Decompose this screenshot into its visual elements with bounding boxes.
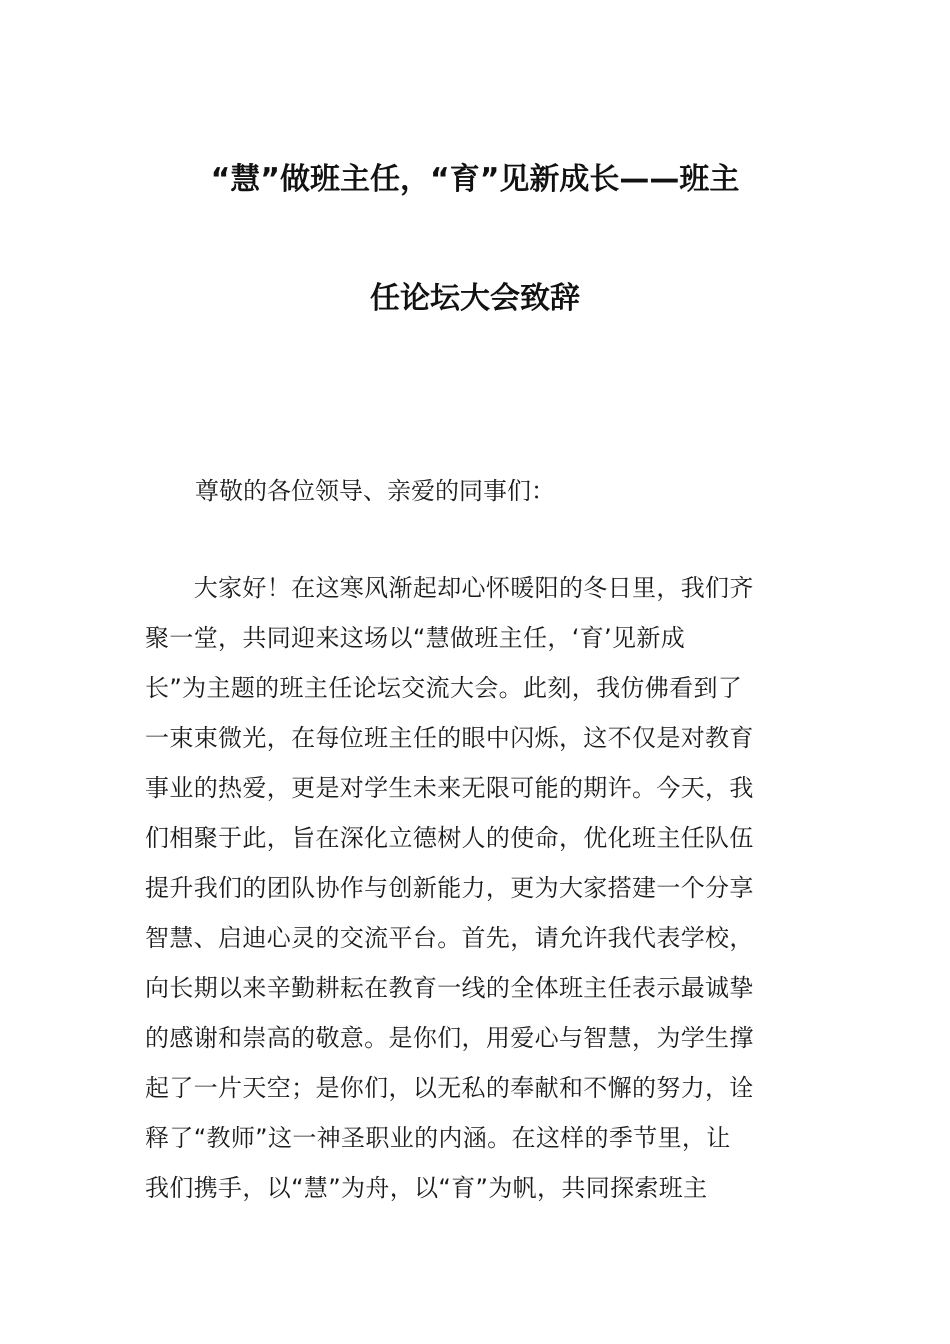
paragraph-line: 释了“教师”这一神圣职业的内涵。在这样的季节里，让: [145, 1124, 731, 1152]
paragraph-line: 提升我们的团队协作与创新能力，更为大家搭建一个分享: [145, 874, 754, 902]
paragraph-line: 事业的热爱，更是对学生未来无限可能的期许。今天，我: [145, 774, 754, 802]
document-title-line-1: “慧”做班主任，“育”见新成长——班主: [210, 162, 740, 197]
paragraph-line: 聚一堂，共同迎来这场以“慧做班主任，‘育’见新成: [145, 624, 686, 652]
paragraph-line: 智慧、启迪心灵的交流平台。首先，请允许我代表学校，: [145, 924, 754, 952]
body-paragraph: [145, 563, 805, 1213]
paragraph-line: 的感谢和崇高的敬意。是你们，用爱心与智慧，为学生撑: [145, 1024, 754, 1052]
paragraph-line: 我们携手，以“慧”为舟，以“育”为帆，共同探索班主: [145, 1174, 708, 1202]
paragraph-line: 向长期以来辛勤耕耘在教育一线的全体班主任表示最诚挚: [145, 974, 754, 1002]
paragraph-line: 一束束微光，在每位班主任的眼中闪烁，这不仅是对教育: [145, 724, 754, 752]
paragraph-line: 长”为主题的班主任论坛交流大会。此刻，我仿佛看到了: [145, 674, 743, 702]
paragraph-line: 大家好！在这寒风渐起却心怀暖阳的冬日里，我们齐: [145, 574, 754, 602]
paragraph-line: 们相聚于此，旨在深化立德树人的使命，优化班主任队伍: [145, 824, 754, 852]
document-title-line-2: 任论坛大会致辞: [370, 281, 580, 316]
paragraph-line: 起了一片天空；是你们，以无私的奉献和不懈的努力，诠: [145, 1074, 754, 1102]
salutation: 尊敬的各位领导、亲爱的同事们：: [195, 477, 555, 505]
